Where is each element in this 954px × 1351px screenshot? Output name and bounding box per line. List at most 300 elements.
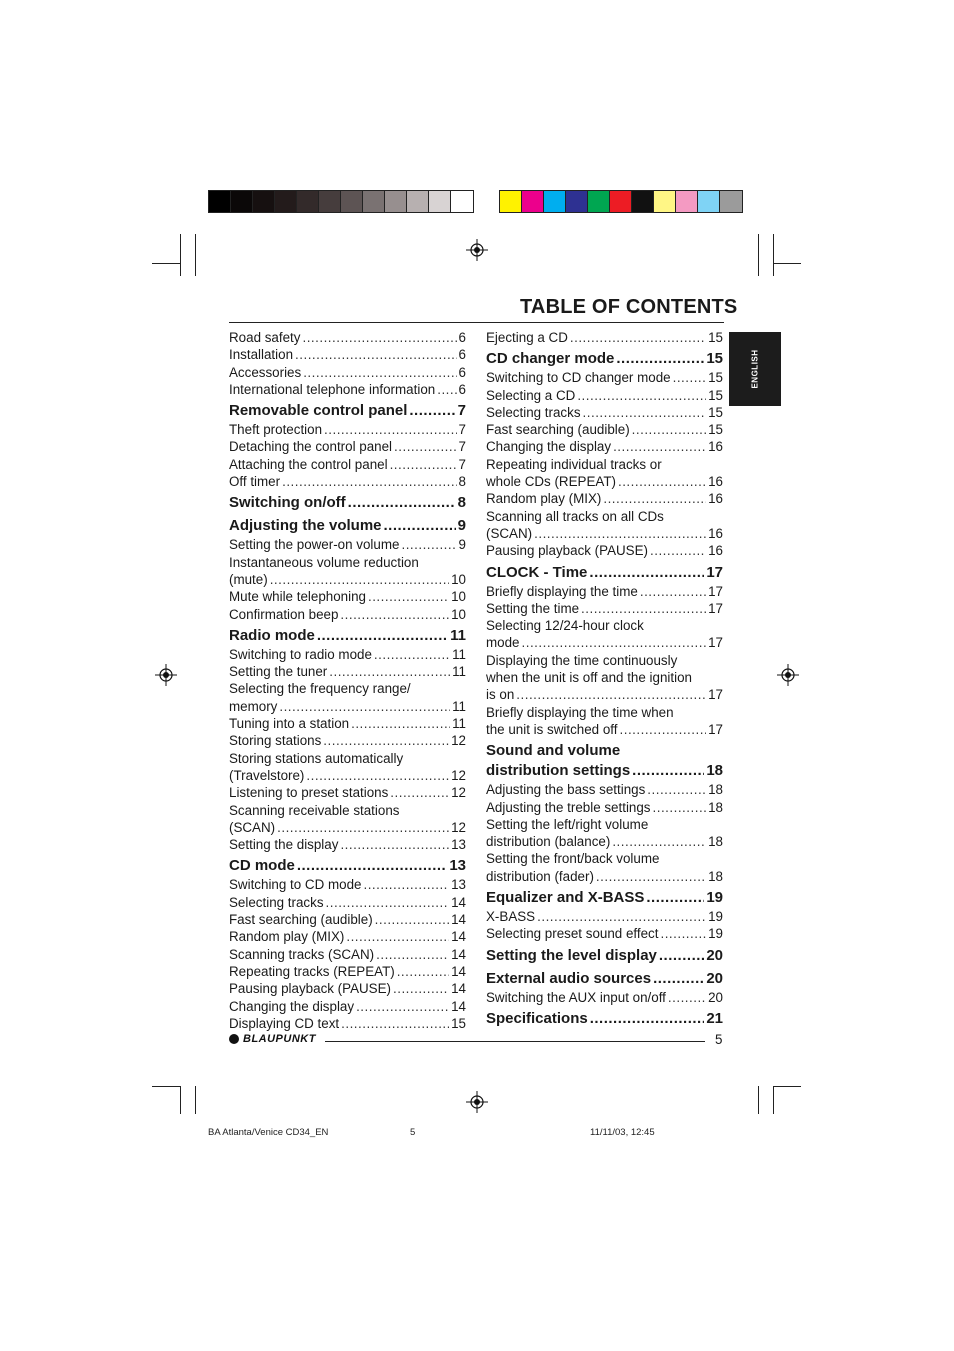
page-number: 5 xyxy=(715,1032,723,1047)
toc-page-number: 12 xyxy=(451,785,466,801)
toc-entry-title: Confirmation beep xyxy=(229,606,339,622)
toc-leader-dots xyxy=(650,542,706,559)
toc-page-number: 8 xyxy=(457,494,466,512)
toc-page-number: 11 xyxy=(452,646,466,662)
toc-entry xyxy=(486,583,723,600)
brand-dot-icon xyxy=(229,1034,239,1044)
toc-entry-title: the unit is switched off xyxy=(486,721,618,737)
toc-entry-title: Setting the time xyxy=(486,600,580,616)
toc-entry xyxy=(486,387,723,404)
toc-entry-title: CD changer mode xyxy=(486,350,615,368)
toc-entry-title: Changing the display xyxy=(486,439,612,455)
toc-entry-title: Setting the tuner xyxy=(229,664,328,680)
toc-entry-title: Listening to preset stations xyxy=(229,785,389,801)
toc-entry xyxy=(229,894,466,911)
toc-entry-title: Selecting tracks xyxy=(229,894,324,910)
color-swatch xyxy=(407,191,429,212)
toc-page-number: 9 xyxy=(457,517,466,535)
toc-page-number: 16 xyxy=(708,543,723,559)
toc-section-heading xyxy=(229,856,466,876)
toc-leader-dots xyxy=(632,421,706,438)
toc-entry-title: Detaching the control panel xyxy=(229,439,393,455)
toc-entry-title: Scanning tracks (SCAN) xyxy=(229,946,375,962)
toc-leader-dots xyxy=(577,387,706,404)
toc-entry-title: Storing stations xyxy=(229,733,322,749)
toc-entry xyxy=(229,732,466,749)
toc-entry-title: (SCAN) xyxy=(486,525,533,541)
toc-entry xyxy=(229,438,466,455)
language-tab xyxy=(729,332,781,406)
crop-mark xyxy=(773,234,774,276)
toc-leader-dots xyxy=(589,563,704,583)
toc-page-number: 16 xyxy=(708,439,723,455)
toc-page-number: 13 xyxy=(451,837,466,853)
toc-entry xyxy=(229,784,466,801)
toc-entry xyxy=(229,911,466,928)
color-swatch xyxy=(209,191,231,212)
toc-entry xyxy=(229,571,466,588)
crop-mark xyxy=(773,1086,801,1087)
toc-leader-dots xyxy=(646,888,704,908)
toc-entry xyxy=(229,715,466,732)
toc-entry-title: Repeating tracks (REPEAT) xyxy=(229,963,395,979)
toc-page-number: 12 xyxy=(451,767,466,783)
toc-leader-dots xyxy=(397,963,449,980)
toc-entry xyxy=(486,473,723,490)
toc-leader-dots xyxy=(660,925,706,942)
toc-entry xyxy=(229,1015,466,1032)
toc-leader-dots xyxy=(616,349,704,369)
toc-entry-title: Random play (MIX) xyxy=(486,491,602,507)
toc-leader-dots xyxy=(356,998,449,1015)
toc-leader-dots xyxy=(537,908,706,925)
toc-entry-title: Switching to CD changer mode xyxy=(486,370,671,386)
toc-entry-line: Setting the front/back volume xyxy=(486,851,660,867)
toc-leader-dots xyxy=(323,732,449,749)
toc-page-number: 18 xyxy=(706,762,723,780)
toc-page-number: 14 xyxy=(451,946,466,962)
toc-entry-title: Pausing playback (PAUSE) xyxy=(229,981,392,997)
toc-entry xyxy=(229,364,466,381)
color-swatch xyxy=(451,191,473,212)
toc-page-number: 7 xyxy=(458,422,466,438)
toc-entry-line: Instantaneous volume reduction xyxy=(229,554,419,570)
toc-leader-dots xyxy=(390,456,457,473)
toc-section-heading xyxy=(486,969,723,989)
toc-entry-title: Setting the level display xyxy=(486,946,657,964)
toc-page-number: 18 xyxy=(708,834,723,850)
toc-page-number: 16 xyxy=(708,474,723,490)
toc-page-number: 17 xyxy=(708,635,723,651)
toc-page-number: 11 xyxy=(452,716,466,732)
toc-page-number: 21 xyxy=(706,1009,723,1027)
toc-entry-title: Tuning into a station xyxy=(229,716,350,732)
toc-entry-title: Selecting preset sound effect xyxy=(486,926,659,942)
toc-entry xyxy=(486,833,723,850)
toc-leader-dots xyxy=(384,516,456,536)
toc-entry xyxy=(229,946,466,963)
toc-page-number: 11 xyxy=(452,698,466,714)
toc-page-number: 11 xyxy=(452,664,466,680)
toc-entry-title: X-BASS xyxy=(486,909,536,925)
toc-entry-title: Briefly displaying the time xyxy=(486,583,638,599)
toc-entry-title: External audio sources xyxy=(486,969,652,987)
color-swatch xyxy=(385,191,407,212)
toc-page-number: 18 xyxy=(708,782,723,798)
toc-leader-dots xyxy=(632,761,704,781)
color-swatch xyxy=(676,191,698,212)
toc-page-number: 15 xyxy=(708,387,723,403)
toc-section-heading xyxy=(229,401,466,421)
toc-leader-dots xyxy=(340,836,449,853)
toc-section-heading xyxy=(486,349,723,369)
toc-entry-title: Specifications xyxy=(486,1009,588,1027)
toc-entry-line: when the unit is off and the ignition xyxy=(486,670,692,686)
toc-entry-title: Off timer xyxy=(229,474,281,490)
toc-entry xyxy=(229,663,466,680)
toc-entry-title: Mute while telephoning xyxy=(229,589,366,605)
toc-page-number: 12 xyxy=(451,819,466,835)
toc-entry xyxy=(486,329,723,346)
process-color-bar xyxy=(499,190,743,213)
toc-entry xyxy=(486,404,723,421)
color-swatch xyxy=(253,191,275,212)
color-swatch xyxy=(429,191,451,212)
toc-entry xyxy=(486,721,723,738)
toc-leader-dots xyxy=(647,781,706,798)
toc-entry-title: Removable control panel xyxy=(229,402,408,420)
toc-leader-dots xyxy=(394,438,457,455)
toc-entry-title: Ejecting a CD xyxy=(486,330,568,345)
toc-page-number: 14 xyxy=(451,981,466,997)
toc-page-number: 17 xyxy=(708,687,723,703)
toc-page-number: 7 xyxy=(457,402,466,420)
toc-entry xyxy=(229,456,466,473)
toc-entry-line: Setting the left/right volume xyxy=(486,816,649,832)
toc-page-number: 15 xyxy=(708,404,723,420)
toc-entry-title: (SCAN) xyxy=(229,819,276,835)
toc-page-number: 17 xyxy=(708,721,723,737)
toc-leader-dots xyxy=(516,686,706,703)
toc-leader-dots xyxy=(401,536,456,553)
toc-page-number: 14 xyxy=(451,929,466,945)
toc-entry-title: (Travelstore) xyxy=(229,767,305,783)
toc-entry xyxy=(486,686,723,703)
toc-entry-title: distribution settings xyxy=(486,762,631,780)
registration-mark-icon xyxy=(466,239,488,261)
toc-leader-dots xyxy=(522,634,707,651)
crop-mark xyxy=(180,234,181,276)
toc-page-number: 19 xyxy=(706,889,723,907)
registration-mark-icon xyxy=(777,664,799,686)
crop-mark xyxy=(152,1086,180,1087)
toc-entry xyxy=(486,908,723,925)
language-tab-label: ENGLISH xyxy=(750,349,760,389)
toc-section-heading xyxy=(486,563,723,583)
toc-entry xyxy=(229,963,466,980)
toc-page-number: 7 xyxy=(458,439,466,455)
color-swatch xyxy=(698,191,720,212)
toc-leader-dots xyxy=(659,946,704,966)
toc-entry-line: Repeating individual tracks or xyxy=(486,456,662,472)
toc-leader-dots xyxy=(302,329,456,346)
toc-page-number: 6 xyxy=(458,381,466,397)
toc-leader-dots xyxy=(640,583,706,600)
color-swatch xyxy=(500,191,522,212)
toc-entry-title: Selecting tracks xyxy=(486,404,581,420)
toc-page-number: 15 xyxy=(708,422,723,438)
color-swatch xyxy=(632,191,654,212)
toc-entry-title: Radio mode xyxy=(229,626,315,644)
toc-leader-dots xyxy=(570,329,706,346)
toc-entry-title: Adjusting the treble settings xyxy=(486,799,651,815)
toc-section-heading xyxy=(486,888,723,908)
toc-leader-dots xyxy=(374,646,450,663)
toc-entry xyxy=(229,473,466,490)
toc-entry-title: Adjusting the bass settings xyxy=(486,782,646,798)
toc-leader-dots xyxy=(581,600,706,617)
toc-leader-dots xyxy=(375,911,449,928)
toc-page-number: 17 xyxy=(706,563,723,581)
toc-entry-title: Fast searching (audible) xyxy=(229,912,373,928)
toc-leader-dots xyxy=(590,1009,705,1029)
toc-entry-title: whole CDs (REPEAT) xyxy=(486,474,616,490)
grayscale-color-bar xyxy=(208,190,474,213)
toc-page-number: 6 xyxy=(458,364,466,380)
toc-leader-dots xyxy=(329,663,450,680)
toc-entry xyxy=(229,329,466,346)
toc-leader-dots xyxy=(653,969,704,989)
toc-right-column xyxy=(486,329,723,1029)
toc-entry-title: CD mode xyxy=(229,857,295,875)
toc-page-number: 11 xyxy=(450,626,466,644)
toc-entry-title: distribution (balance) xyxy=(486,834,611,850)
toc-page-number: 17 xyxy=(708,600,723,616)
color-swatch xyxy=(588,191,610,212)
toc-entry xyxy=(229,928,466,945)
toc-leader-dots xyxy=(603,490,706,507)
footer-timestamp: 11/11/03, 12:45 xyxy=(590,1127,655,1138)
toc-page-number: 20 xyxy=(708,989,723,1005)
toc-entry xyxy=(486,525,723,542)
crop-mark xyxy=(773,263,801,264)
toc-leader-dots xyxy=(297,856,447,876)
toc-entry xyxy=(229,819,466,836)
toc-leader-dots xyxy=(437,381,456,398)
toc-entry-title: Switching to radio mode xyxy=(229,646,372,662)
toc-entry xyxy=(486,634,723,651)
toc-page-number: 19 xyxy=(708,926,723,942)
title-rule xyxy=(229,322,724,323)
toc-leader-dots xyxy=(326,894,450,911)
toc-entry-title: Equalizer and X-BASS xyxy=(486,889,645,907)
toc-page-number: 15 xyxy=(708,330,723,345)
toc-page-number: 14 xyxy=(451,894,466,910)
toc-leader-dots xyxy=(673,369,707,386)
toc-page-number: 10 xyxy=(451,589,466,605)
toc-leader-dots xyxy=(618,473,706,490)
toc-entry-line: Briefly displaying the time when xyxy=(486,704,674,720)
toc-page-number: 7 xyxy=(458,456,466,472)
toc-page-number: 14 xyxy=(451,963,466,979)
footer-page: 5 xyxy=(410,1127,416,1138)
toc-leader-dots xyxy=(409,401,455,421)
toc-entry-title: Adjusting the volume xyxy=(229,517,382,535)
toc-entry xyxy=(229,421,466,438)
toc-entry-line: Scanning receivable stations xyxy=(229,802,400,818)
toc-leader-dots xyxy=(363,876,449,893)
toc-entry xyxy=(229,998,466,1015)
toc-entry-title: Changing the display xyxy=(229,998,355,1014)
toc-entry-title: Accessories xyxy=(229,364,302,380)
toc-page-number: 13 xyxy=(451,877,466,893)
toc-section-heading xyxy=(486,1009,723,1029)
toc-entry-title: memory xyxy=(229,698,278,714)
toc-entry xyxy=(486,542,723,559)
toc-leader-dots xyxy=(390,784,449,801)
footer-filename: BA Atlanta/Venice CD34_EN xyxy=(208,1127,329,1138)
toc-page-number: 16 xyxy=(708,491,723,507)
toc-entry xyxy=(486,989,723,1006)
toc-entry-title: (mute) xyxy=(229,571,268,587)
color-swatch xyxy=(275,191,297,212)
toc-leader-dots xyxy=(341,1015,449,1032)
toc-entry-title: Switching on/off xyxy=(229,494,346,512)
toc-entry xyxy=(229,536,466,553)
color-swatch xyxy=(297,191,319,212)
toc-entry xyxy=(229,876,466,893)
toc-leader-dots xyxy=(620,721,707,738)
toc-leader-dots xyxy=(613,438,706,455)
toc-entry-title: Setting the power-on volume xyxy=(229,537,400,553)
toc-entry-title: Displaying CD text xyxy=(229,1015,340,1031)
toc-section-heading: Sound and volume xyxy=(486,742,621,760)
color-swatch xyxy=(341,191,363,212)
toc-entry xyxy=(486,925,723,942)
toc-section-heading xyxy=(486,761,723,781)
toc-entry xyxy=(229,646,466,663)
toc-page-number: 8 xyxy=(458,474,466,490)
toc-entry xyxy=(486,421,723,438)
toc-leader-dots xyxy=(277,819,449,836)
toc-page-number: 18 xyxy=(708,868,723,884)
toc-leader-dots xyxy=(324,421,457,438)
color-swatch xyxy=(319,191,341,212)
brand-name: BLAUPUNKT xyxy=(243,1033,316,1045)
toc-entry xyxy=(229,767,466,784)
toc-page-number: 6 xyxy=(458,347,466,363)
page-title: TABLE OF CONTENTS xyxy=(520,296,738,318)
toc-entry-title: Road safety xyxy=(229,330,301,345)
toc-entry-title: Fast searching (audible) xyxy=(486,422,630,438)
toc-entry-title: Switching the AUX input on/off xyxy=(486,989,666,1005)
toc-entry-title: Attaching the control panel xyxy=(229,456,388,472)
toc-leader-dots xyxy=(653,799,707,816)
toc-page-number: 6 xyxy=(458,330,466,345)
toc-leader-dots xyxy=(348,493,456,513)
toc-leader-dots xyxy=(295,346,457,363)
toc-section-heading xyxy=(486,946,723,966)
toc-leader-dots xyxy=(282,473,456,490)
toc-leader-dots xyxy=(668,989,706,1006)
toc-entry xyxy=(486,369,723,386)
toc-entry-line: Selecting the frequency range/ xyxy=(229,681,411,697)
toc-leader-dots xyxy=(583,404,707,421)
color-swatch xyxy=(363,191,385,212)
toc-left-column xyxy=(229,329,466,1032)
toc-entry xyxy=(486,490,723,507)
toc-page-number: 15 xyxy=(706,350,723,368)
toc-page-number: 10 xyxy=(451,571,466,587)
toc-entry xyxy=(229,381,466,398)
crop-mark xyxy=(152,263,180,264)
toc-entry-title: Selecting a CD xyxy=(486,387,576,403)
toc-entry-line: Storing stations automatically xyxy=(229,750,404,766)
toc-entry xyxy=(229,606,466,623)
toc-page-number: 14 xyxy=(451,912,466,928)
crop-mark xyxy=(195,234,196,276)
toc-entry-title: Theft protection xyxy=(229,422,323,438)
color-swatch xyxy=(566,191,588,212)
crop-mark xyxy=(758,234,759,276)
crop-mark xyxy=(195,1086,196,1114)
toc-entry-title: is on xyxy=(486,687,515,703)
toc-entry-line: Selecting 12/24-hour clock xyxy=(486,618,644,634)
color-swatch xyxy=(544,191,566,212)
toc-page-number: 20 xyxy=(706,969,723,987)
toc-leader-dots xyxy=(393,980,449,997)
toc-entry xyxy=(229,588,466,605)
toc-leader-dots xyxy=(270,571,449,588)
toc-page-number: 15 xyxy=(451,1015,466,1031)
toc-entry xyxy=(229,980,466,997)
toc-entry-title: Random play (MIX) xyxy=(229,929,345,945)
toc-entry-title: International telephone information xyxy=(229,381,436,397)
registration-mark-icon xyxy=(155,664,177,686)
toc-entry xyxy=(229,698,466,715)
toc-leader-dots xyxy=(346,928,449,945)
brand-logo xyxy=(229,1033,316,1045)
toc-page-number: 15 xyxy=(708,370,723,386)
toc-entry-title: Setting the display xyxy=(229,837,339,853)
toc-entry xyxy=(486,799,723,816)
toc-leader-dots xyxy=(303,364,456,381)
toc-entry-title: Switching to CD mode xyxy=(229,877,362,893)
bottom-rule xyxy=(325,1041,705,1042)
toc-page-number: 10 xyxy=(451,606,466,622)
toc-leader-dots xyxy=(340,606,449,623)
toc-entry xyxy=(486,438,723,455)
toc-section-heading xyxy=(229,516,466,536)
toc-entry-title: distribution (fader) xyxy=(486,868,594,884)
toc-leader-dots xyxy=(368,588,449,605)
toc-page-number: 13 xyxy=(449,857,466,875)
toc-entry xyxy=(229,346,466,363)
crop-mark xyxy=(773,1086,774,1114)
toc-page-number: 19 xyxy=(708,909,723,925)
toc-leader-dots xyxy=(279,698,450,715)
toc-entry xyxy=(486,868,723,885)
toc-entry xyxy=(486,781,723,798)
toc-entry-line: Displaying the time continuously xyxy=(486,652,678,668)
toc-leader-dots xyxy=(376,946,449,963)
toc-page-number: 16 xyxy=(708,525,723,541)
crop-mark xyxy=(180,1086,181,1114)
toc-entry-title: mode xyxy=(486,635,520,651)
toc-section-heading xyxy=(229,626,466,646)
registration-mark-icon xyxy=(466,1091,488,1113)
toc-page-number: 9 xyxy=(458,537,466,553)
